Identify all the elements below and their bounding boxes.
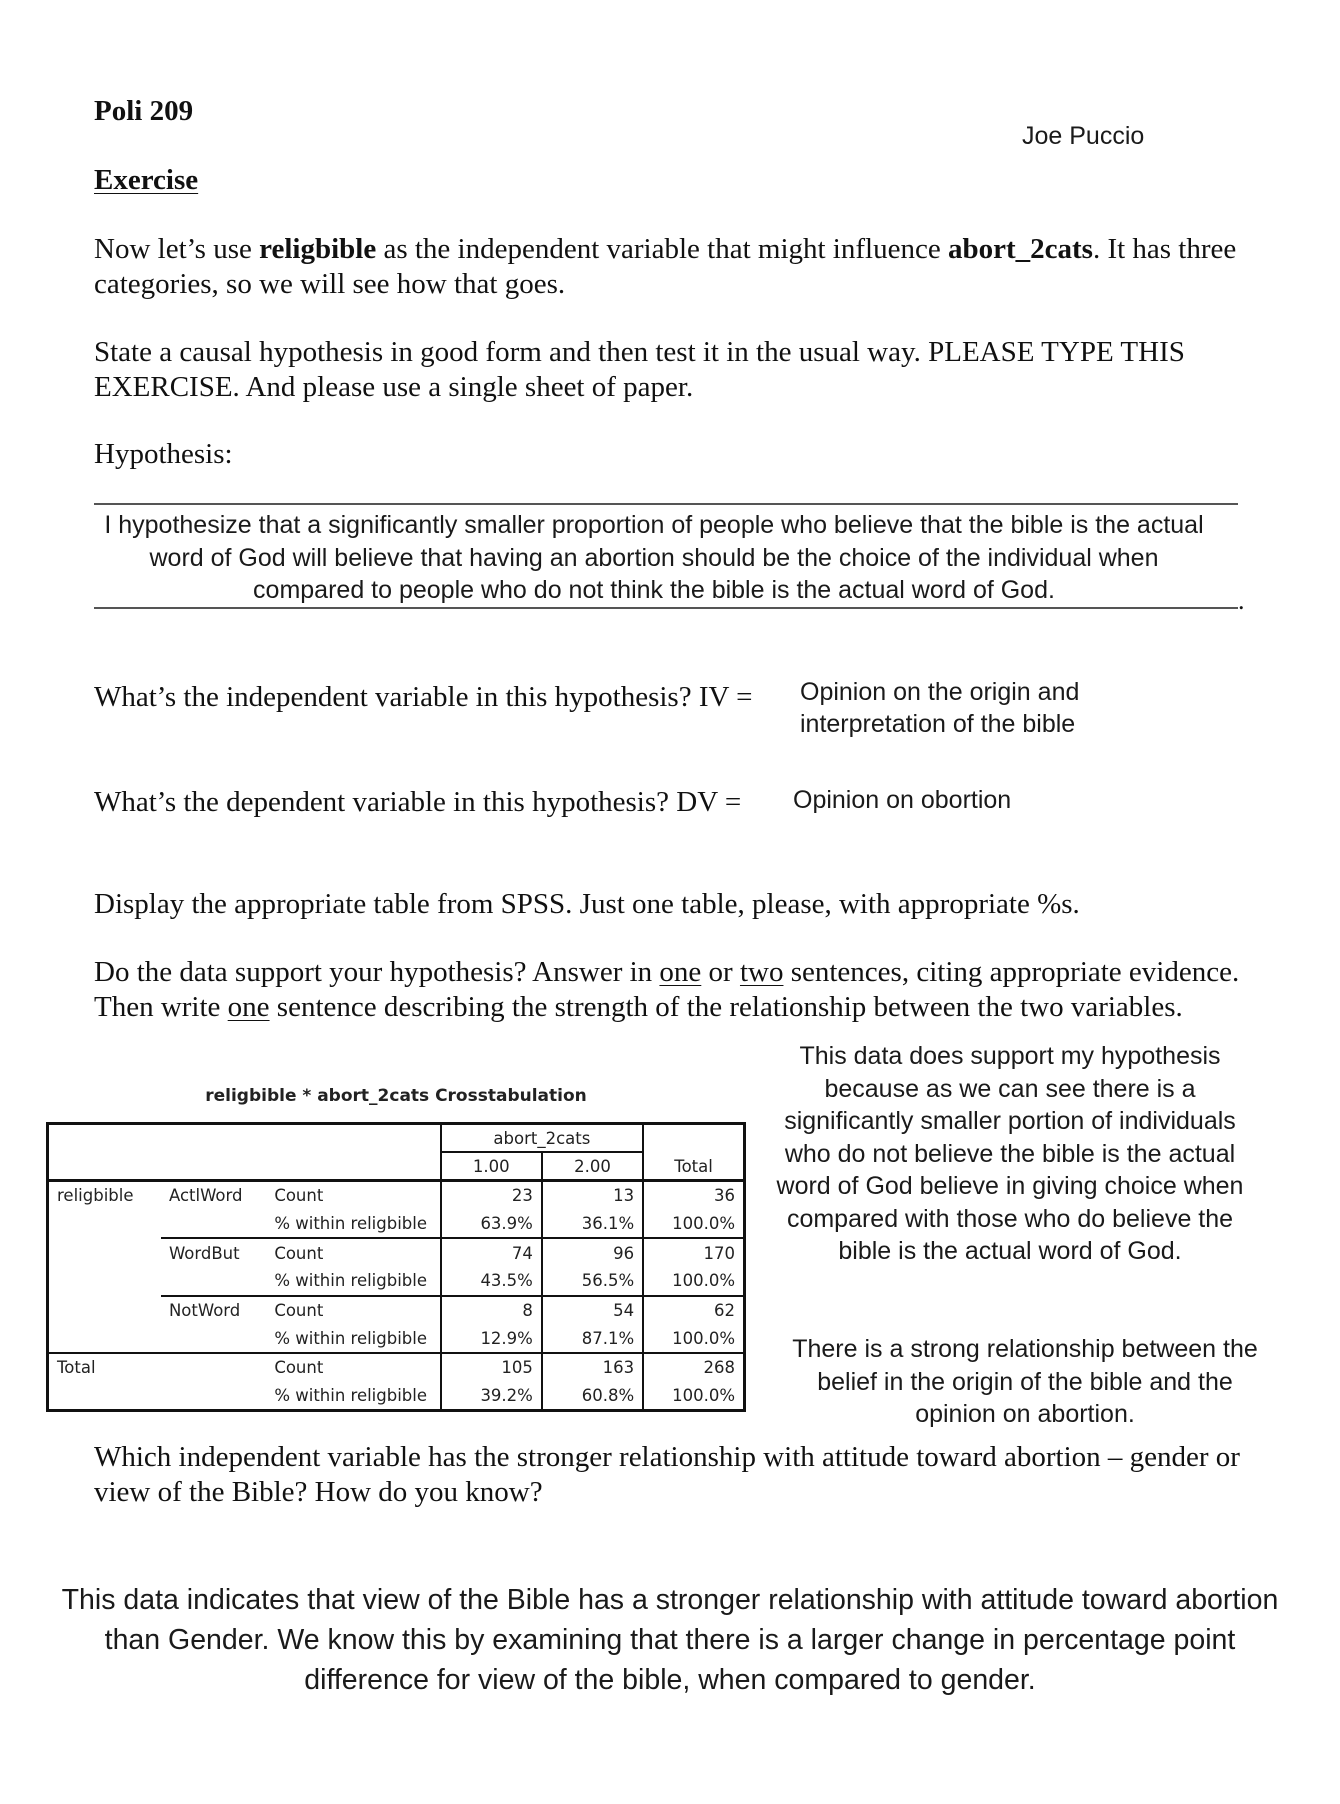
row-category-label: ActlWord: [168, 1186, 243, 1206]
cell-value: 63.9%: [441, 1210, 542, 1239]
crosstab-corner-cell: [48, 1124, 441, 1181]
support-q-text-1: Do the data support your hypothesis? Answer in: [94, 956, 660, 988]
stat-label: % within religbible: [274, 1271, 428, 1291]
stat-label: Count: [266, 1296, 440, 1325]
iv-variable-name: religbible: [259, 233, 377, 265]
stat-label: % within religbible: [274, 1328, 428, 1348]
table-row: [48, 1324, 745, 1353]
cell-value: 62: [643, 1296, 744, 1325]
intro-text-2: as the independent variable that might influence: [376, 233, 948, 265]
table-row: [48, 1210, 745, 1239]
dv-question: What’s the dependent variable in this hypothesis? DV =: [94, 786, 742, 818]
course-title: Poli 209: [94, 95, 194, 127]
table-row-total: [48, 1382, 745, 1411]
table-row-total: [48, 1353, 745, 1382]
cell-value: 96: [542, 1238, 643, 1267]
crosstab-title: religbible * abort_2cats Crosstabulation: [205, 1086, 587, 1106]
cell-value: 12.9%: [441, 1324, 542, 1353]
stat-label: Count: [274, 1186, 324, 1206]
cell-value: 100.0%: [643, 1324, 744, 1353]
cell-value: 105: [441, 1353, 542, 1382]
column-header-2: 2.00: [542, 1152, 643, 1181]
support-q-text-3: sentences, citing appropriate evidence. Then write: [94, 956, 1240, 1023]
support-q-text-4: sentence describing the strength of the relationship between the two variables.: [269, 991, 1183, 1023]
author-name: Joe Puccio: [1022, 122, 1145, 150]
support-q-text-2: or: [701, 956, 740, 988]
dv-answer: Opinion on obortion: [793, 786, 1012, 814]
table-row: [48, 1238, 745, 1267]
total-row-label: Total: [48, 1353, 161, 1382]
hypothesis-label: Hypothesis:: [94, 438, 233, 470]
display-table-question: Display the appropriate table from SPSS. Just one table, please, with appropriate %s.: [94, 888, 1080, 920]
table-row: [48, 1267, 745, 1296]
hypothesis-answer: I hypothesize that a significantly smaller proportion of people who believe that the bible is the actual word of God will believe that having an abortion should be the choice of the individual when compared to people who do not think the bible is the actual word of God.: [104, 511, 1204, 604]
support-q-underlined-one-2: one: [227, 991, 270, 1023]
stat-label: % within religbible: [274, 1213, 428, 1233]
hypothesis-trailing-dot: .: [1238, 586, 1245, 615]
iv-answer-line-2: interpretation of the bible: [800, 710, 1076, 738]
cell-value: 170: [643, 1238, 744, 1267]
support-q-underlined-one: one: [659, 956, 702, 988]
cell-value: 56.5%: [542, 1267, 643, 1296]
instructions-paragraph: State a causal hypothesis in good form and then test it in the usual way. PLEASE TYPE THIS EXERCISE. And please use a single sheet of paper.: [94, 336, 1185, 403]
cell-value: 43.5%: [441, 1267, 542, 1296]
cell-value: 163: [542, 1353, 643, 1382]
support-q-underlined-two: two: [739, 956, 784, 988]
cell-value: 8: [441, 1296, 542, 1325]
row-variable-label: religbible: [57, 1186, 134, 1206]
crosstab-table: [46, 1122, 746, 1412]
cell-value: 39.2%: [441, 1382, 542, 1411]
stat-label: % within religbible: [274, 1385, 428, 1405]
cell-value: 60.8%: [542, 1382, 643, 1411]
cell-value: 100.0%: [643, 1210, 744, 1239]
intro-paragraph: [94, 232, 1254, 302]
exercise-heading: Exercise: [94, 164, 199, 196]
cell-value: 100.0%: [643, 1267, 744, 1296]
iv-answer: [800, 676, 1079, 740]
column-header-1: 1.00: [441, 1152, 542, 1181]
intro-text-3: . It has three categories, so we will see how that goes.: [94, 233, 1237, 300]
row-category-label: WordBut: [161, 1238, 266, 1267]
cell-value: 74: [441, 1238, 542, 1267]
strength-answer: There is a strong relationship between the belief in the origin of the bible and the opinion on abortion.: [792, 1335, 1258, 1428]
intro-text-1: Now let’s use: [94, 233, 260, 265]
cell-value: 36.1%: [542, 1210, 643, 1239]
cell-value: 100.0%: [643, 1382, 744, 1411]
cell-value: 54: [542, 1296, 643, 1325]
column-header-total: Total: [643, 1124, 744, 1181]
hypothesis-rule-bottom: [94, 607, 1238, 609]
stat-label: Count: [266, 1238, 440, 1267]
row-category-label: NotWord: [161, 1296, 266, 1325]
table-row: [48, 1181, 745, 1210]
cell-value: 13: [542, 1181, 643, 1210]
stat-label: Count: [266, 1353, 440, 1382]
cell-value: 268: [643, 1353, 744, 1382]
support-answer: This data does support my hypothesis because as we can see there is a significantly smaller portion of individuals who do not believe the bible is the actual word of God believe in giving choice when compared with those who do believe the bible is the actual word of God.: [776, 1042, 1244, 1265]
iv-question: What’s the independent variable in this hypothesis? IV =: [94, 681, 753, 713]
support-question: [94, 955, 1264, 1025]
which-variable-question: Which independent variable has the stronger relationship with attitude toward abortion – gender or view of the Bible? How do you know?: [94, 1441, 1240, 1508]
cell-value: 23: [441, 1181, 542, 1210]
table-row: [48, 1296, 745, 1325]
cell-value: 36: [643, 1181, 744, 1210]
iv-answer-line-1: Opinion on the origin and: [800, 678, 1080, 706]
column-group-header: abort_2cats: [441, 1124, 644, 1153]
final-answer: This data indicates that view of the Bible has a stronger relationship with attitude toward abortion than Gender. We know this by examining that there is a larger change in percentage point difference for view of the bible, when compared to gender.: [61, 1584, 1279, 1696]
dv-variable-name: abort_2cats: [947, 233, 1093, 265]
crosstab-header-row-1: [48, 1124, 745, 1153]
hypothesis-rule-top: [94, 503, 1238, 505]
cell-value: 87.1%: [542, 1324, 643, 1353]
